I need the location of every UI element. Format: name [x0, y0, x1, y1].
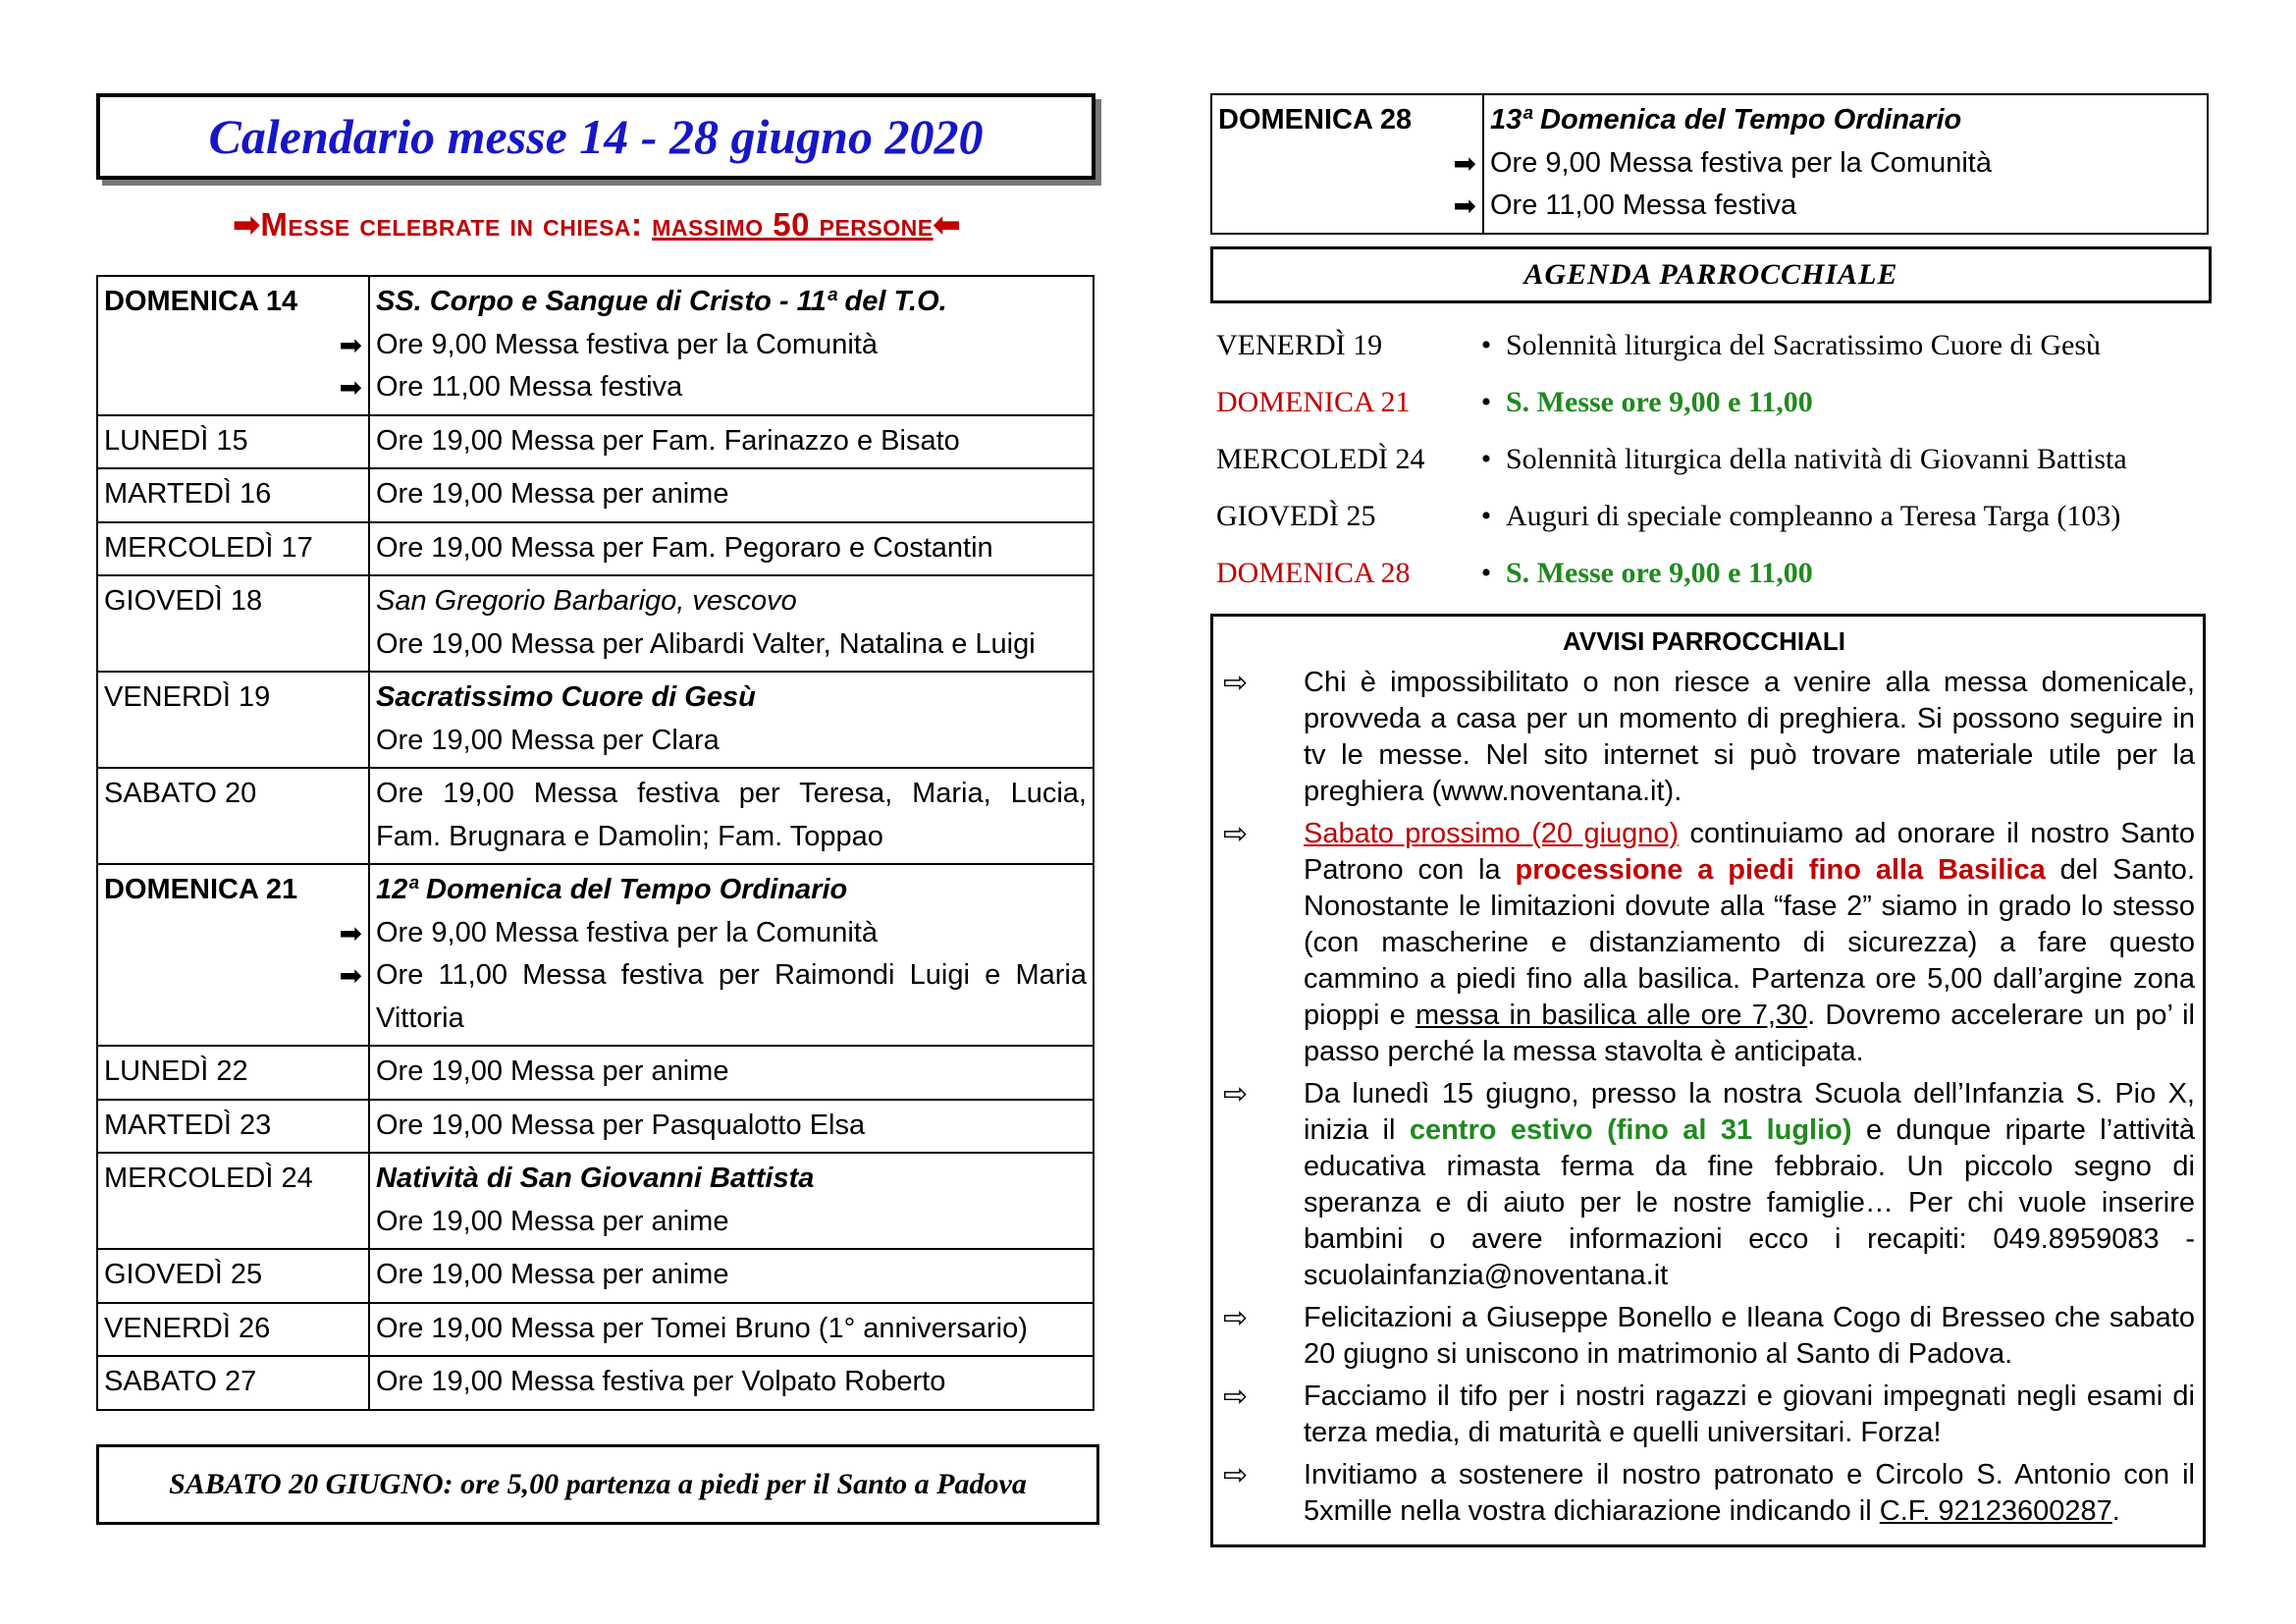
- sunday-28-table: [1210, 93, 2209, 235]
- events-cell: [369, 1303, 1094, 1357]
- list-item: [1210, 545, 2212, 602]
- events-cell: [369, 1100, 1094, 1154]
- agenda-text: Auguri di speciale compleanno a Teresa Targa (103): [1506, 499, 2121, 532]
- table-row: [97, 415, 1094, 469]
- agenda-day: GIOVEDÌ 25: [1216, 499, 1376, 532]
- list-item: [1213, 1457, 2195, 1530]
- events-cell: [369, 1153, 1094, 1249]
- events-cell: [369, 1356, 1094, 1410]
- feast-title: San Gregorio Barbarigo, vescovo: [376, 585, 797, 617]
- agenda-day: MERCOLEDÌ 24: [1216, 442, 1425, 475]
- bullet-icon: •: [1480, 328, 1492, 361]
- agenda-text: Solennità liturgica della natività di Giovanni Battista: [1506, 442, 2127, 475]
- left-column: [96, 93, 1097, 1525]
- arrow-right-icon: ➡: [339, 960, 362, 991]
- mass-line: Ore 11,00 Messa festiva per Raimondi Luigi e Maria: [376, 959, 1087, 991]
- bullet-icon: •: [1480, 499, 1492, 532]
- list-item: [1213, 816, 2195, 1070]
- notice-text: Felicitazioni a Giuseppe Bonello e Ileana Cogo di Bresseo che sabato 20 giugno si uniscono in matrimonio al Santo di Padova.: [1304, 1301, 2195, 1370]
- notice-text: [1304, 1076, 2195, 1294]
- feast-title: 12ª Domenica del Tempo Ordinario: [376, 874, 848, 905]
- day-label: SABATO 27: [104, 1366, 257, 1397]
- day-cell: [97, 468, 369, 522]
- table-row: [97, 522, 1094, 576]
- notices-title: AVVISI PARROCCHIALI: [1563, 625, 1845, 656]
- arrow-outline-icon: ⇨: [1223, 817, 1249, 850]
- events-cell: [369, 768, 1094, 864]
- mass-line: Ore 19,00 Messa per Alibardi Valter, Natalina e Luigi: [376, 627, 1036, 660]
- summer-camp-highlight: centro estivo (fino al 31 luglio): [1409, 1113, 1852, 1146]
- day-cell: [97, 575, 369, 672]
- table-row: [97, 672, 1094, 768]
- feast-title: 13ª Domenica del Tempo Ordinario: [1490, 104, 1962, 135]
- notice-fragment: del Santo. Nonostante le limitazioni dovute alla “fase 2” siamo in grado lo stesso (con mascherine e distanziamento di sicurezza) a fare questo cammino a piedi fino alla basilica. Partenza ore 5,00 dall’argine zona pioppi e: [1304, 853, 2195, 1031]
- bullet-icon: •: [1480, 556, 1492, 589]
- procession-highlight: processione a piedi fino alla Basilica: [1515, 853, 2046, 886]
- day-cell: [97, 522, 369, 576]
- events-cell: [369, 415, 1094, 469]
- list-item: [1210, 431, 2212, 488]
- arrow-left-icon: ⬅: [933, 206, 961, 243]
- mass-line: Vittoria: [376, 1001, 464, 1034]
- day-label: DOMENICA 21: [104, 874, 298, 905]
- notice-fragment: . Dovremo accelerare un po’ il passo perché la messa stavolta è anticipata.: [1304, 999, 2196, 1067]
- feast-title: Natività di San Giovanni Battista: [376, 1163, 815, 1194]
- mass-line: Ore 9,00 Messa festiva per la Comunità: [1490, 146, 1992, 179]
- day-cell: [97, 1249, 369, 1303]
- bullet-icon: •: [1480, 442, 1492, 475]
- mass-schedule-table: [96, 275, 1095, 1411]
- list-item: [1210, 374, 2212, 431]
- parish-notices-box: [1210, 614, 2206, 1547]
- day-cell: [97, 864, 369, 1046]
- procession-banner: [96, 1444, 1099, 1525]
- feast-title: SS. Corpo e Sangue di Cristo - 11ª del T.O.: [376, 286, 947, 317]
- arrow-outline-icon: ⇨: [1223, 666, 1249, 699]
- arrow-right-icon: ➡: [339, 372, 362, 403]
- arrow-outline-icon: ⇨: [1223, 1077, 1249, 1110]
- table-row: [97, 1356, 1094, 1410]
- notice-fragment: continuiamo ad onorare il nostro Santo Patrono con la: [1304, 817, 2195, 886]
- list-item: [1210, 317, 2212, 374]
- notice-fragment: Invitiamo a sostenere il nostro patronato e Circolo S. Antonio con il 5xmille nella vostra dichiarazione indicando il: [1304, 1458, 2195, 1527]
- capacity-notice: [96, 205, 1097, 244]
- arrow-outline-icon: ⇨: [1223, 1301, 1249, 1334]
- day-label: SABATO 20: [104, 778, 257, 809]
- procession-date: Sabato prossimo (20 giugno): [1304, 817, 1680, 849]
- tax-code: C.F. 92123600287: [1879, 1494, 2112, 1527]
- agenda-text: Solennità liturgica del Sacratissimo Cuore di Gesù: [1506, 328, 2102, 361]
- mass-line: Ore 11,00 Messa festiva: [1490, 189, 1797, 221]
- table-row: [97, 1249, 1094, 1303]
- notice-text: [1304, 1457, 2195, 1530]
- arrow-right-icon: ➡: [1453, 190, 1476, 221]
- day-label: GIOVEDÌ 18: [104, 585, 263, 617]
- mass-line: Ore 19,00 Messa per Fam. Pegoraro e Costantin: [376, 531, 993, 564]
- day-cell: [97, 1046, 369, 1100]
- mass-line: Ore 9,00 Messa festiva per la Comunità: [376, 328, 878, 360]
- agenda-title: AGENDA PARROCCHIALE: [1523, 257, 1898, 291]
- mass-time-underline: messa in basilica alle ore 7,30: [1415, 999, 1808, 1031]
- mass-line: Fam. Brugnara e Damolin; Fam. Toppao: [376, 820, 883, 852]
- agenda-list: [1210, 317, 2212, 602]
- list-item: [1210, 488, 2212, 545]
- notice-text: Messe celebrate in chiesa:: [260, 206, 653, 243]
- notice-text: Chi è impossibilitato o non riesce a venire alla messa domenicale, provveda a casa per un momento di preghiera. Si possono seguire in tv le messe. Nel sito internet si può trovare materiale utile per la preghiera (www.noventana.it).: [1304, 666, 2195, 807]
- banner-text: SABATO 20 GIUGNO: ore 5,00 partenza a piedi per il Santo a Padova: [169, 1467, 1027, 1500]
- arrow-outline-icon: ⇨: [1223, 1380, 1249, 1413]
- table-row: [97, 468, 1094, 522]
- table-row: [97, 768, 1094, 864]
- mass-line: Ore 19,00 Messa per Clara: [376, 724, 720, 756]
- events-cell: [369, 575, 1094, 672]
- day-cell: [97, 1100, 369, 1154]
- table-row: [97, 575, 1094, 672]
- mass-line: Ore 19,00 Messa per anime: [376, 1259, 729, 1290]
- arrow-right-icon: ➡: [233, 206, 261, 243]
- list-item: [1213, 1379, 2195, 1451]
- agenda-heading: [1210, 246, 2212, 303]
- day-label: GIOVEDÌ 25: [104, 1259, 263, 1290]
- title-box: [96, 93, 1095, 180]
- day-cell: [97, 672, 369, 768]
- table-row: [97, 1303, 1094, 1357]
- day-cell: [97, 415, 369, 469]
- mass-line: Ore 19,00 Messa per anime: [376, 1205, 729, 1237]
- notice-fragment: e dunque riparte l’attività educativa rimasta ferma da fine febbraio. Un piccolo segno di speranza e di aiuto per le nostre famiglie… Per chi vuole inserire bambini o avere informazioni ecco i recapiti: 049.8959083 - scuolainfanzia@noventana.it: [1304, 1113, 2195, 1291]
- day-label: VENERDÌ 19: [104, 681, 271, 713]
- mass-line: Ore 19,00 Messa per Tomei Bruno (1° anniversario): [376, 1312, 1028, 1344]
- day-label: DOMENICA 28: [1218, 104, 1413, 135]
- events-cell: [1483, 94, 2208, 234]
- table-row: [97, 1100, 1094, 1154]
- mass-line: Ore 19,00 Messa festiva per Volpato Roberto: [376, 1366, 946, 1397]
- page-title: Calendario messe 14 - 28 giugno 2020: [208, 109, 984, 164]
- list-item: [1213, 1076, 2195, 1294]
- arrow-outline-icon: ⇨: [1223, 1458, 1249, 1491]
- agenda-day: DOMENICA 28: [1216, 556, 1411, 589]
- day-label: MERCOLEDÌ 24: [104, 1163, 313, 1194]
- day-label: MARTEDÌ 16: [104, 478, 272, 510]
- day-cell: [97, 1153, 369, 1249]
- notice-limit: massimo 50 persone: [652, 206, 934, 243]
- arrow-right-icon: ➡: [339, 917, 362, 948]
- notice-text: [1304, 816, 2195, 1070]
- arrow-right-icon: ➡: [339, 329, 362, 360]
- right-column: [1210, 93, 2212, 1547]
- notice-fragment: .: [2111, 1494, 2120, 1527]
- events-cell: [369, 276, 1094, 415]
- events-cell: [369, 522, 1094, 576]
- mass-line: Ore 19,00 Messa per Fam. Farinazzo e Bisato: [376, 424, 960, 457]
- mass-line: Ore 19,00 Messa per anime: [376, 478, 729, 510]
- agenda-text: S. Messe ore 9,00 e 11,00: [1506, 385, 1813, 418]
- table-row: [97, 276, 1094, 415]
- events-cell: [369, 1046, 1094, 1100]
- list-item: [1213, 1300, 2195, 1373]
- agenda-day: VENERDÌ 19: [1216, 328, 1383, 361]
- day-label: MERCOLEDÌ 17: [104, 531, 313, 564]
- events-cell: [369, 672, 1094, 768]
- events-cell: [369, 468, 1094, 522]
- feast-title: Sacratissimo Cuore di Gesù: [376, 681, 756, 713]
- day-cell: [97, 1356, 369, 1410]
- mass-line: Ore 19,00 Messa per anime: [376, 1056, 729, 1087]
- day-label: LUNEDÌ 15: [104, 424, 248, 457]
- mass-line: Ore 19,00 Messa festiva per Teresa, Maria, Lucia,: [376, 778, 1087, 809]
- events-cell: [369, 864, 1094, 1046]
- day-cell: [97, 276, 369, 415]
- day-cell: [97, 768, 369, 864]
- day-label: VENERDÌ 26: [104, 1312, 271, 1344]
- notice-fragment: Da lunedì 15 giugno, presso la nostra Scuola dell’Infanzia S. Pio X, inizia il: [1304, 1077, 2195, 1146]
- day-label: LUNEDÌ 22: [104, 1056, 248, 1087]
- bullet-icon: •: [1480, 385, 1492, 418]
- list-item: [1213, 665, 2195, 810]
- arrow-right-icon: ➡: [1453, 147, 1476, 179]
- day-label: MARTEDÌ 23: [104, 1109, 272, 1141]
- events-cell: [369, 1249, 1094, 1303]
- agenda-text: S. Messe ore 9,00 e 11,00: [1506, 556, 1813, 589]
- table-row: [1211, 94, 2208, 234]
- mass-line: Ore 19,00 Messa per Pasqualotto Elsa: [376, 1109, 866, 1141]
- day-cell: [1211, 94, 1483, 234]
- notice-text: Facciamo il tifo per i nostri ragazzi e giovani impegnati negli esami di terza media, di maturità e quelli universitari. Forza!: [1304, 1380, 2195, 1448]
- day-label: DOMENICA 14: [104, 286, 298, 317]
- agenda-day: DOMENICA 21: [1216, 385, 1411, 418]
- table-row: [97, 1046, 1094, 1100]
- day-cell: [97, 1303, 369, 1357]
- mass-line: Ore 11,00 Messa festiva: [376, 371, 683, 403]
- table-row: [97, 864, 1094, 1046]
- mass-line: Ore 9,00 Messa festiva per la Comunità: [376, 916, 878, 948]
- table-row: [97, 1153, 1094, 1249]
